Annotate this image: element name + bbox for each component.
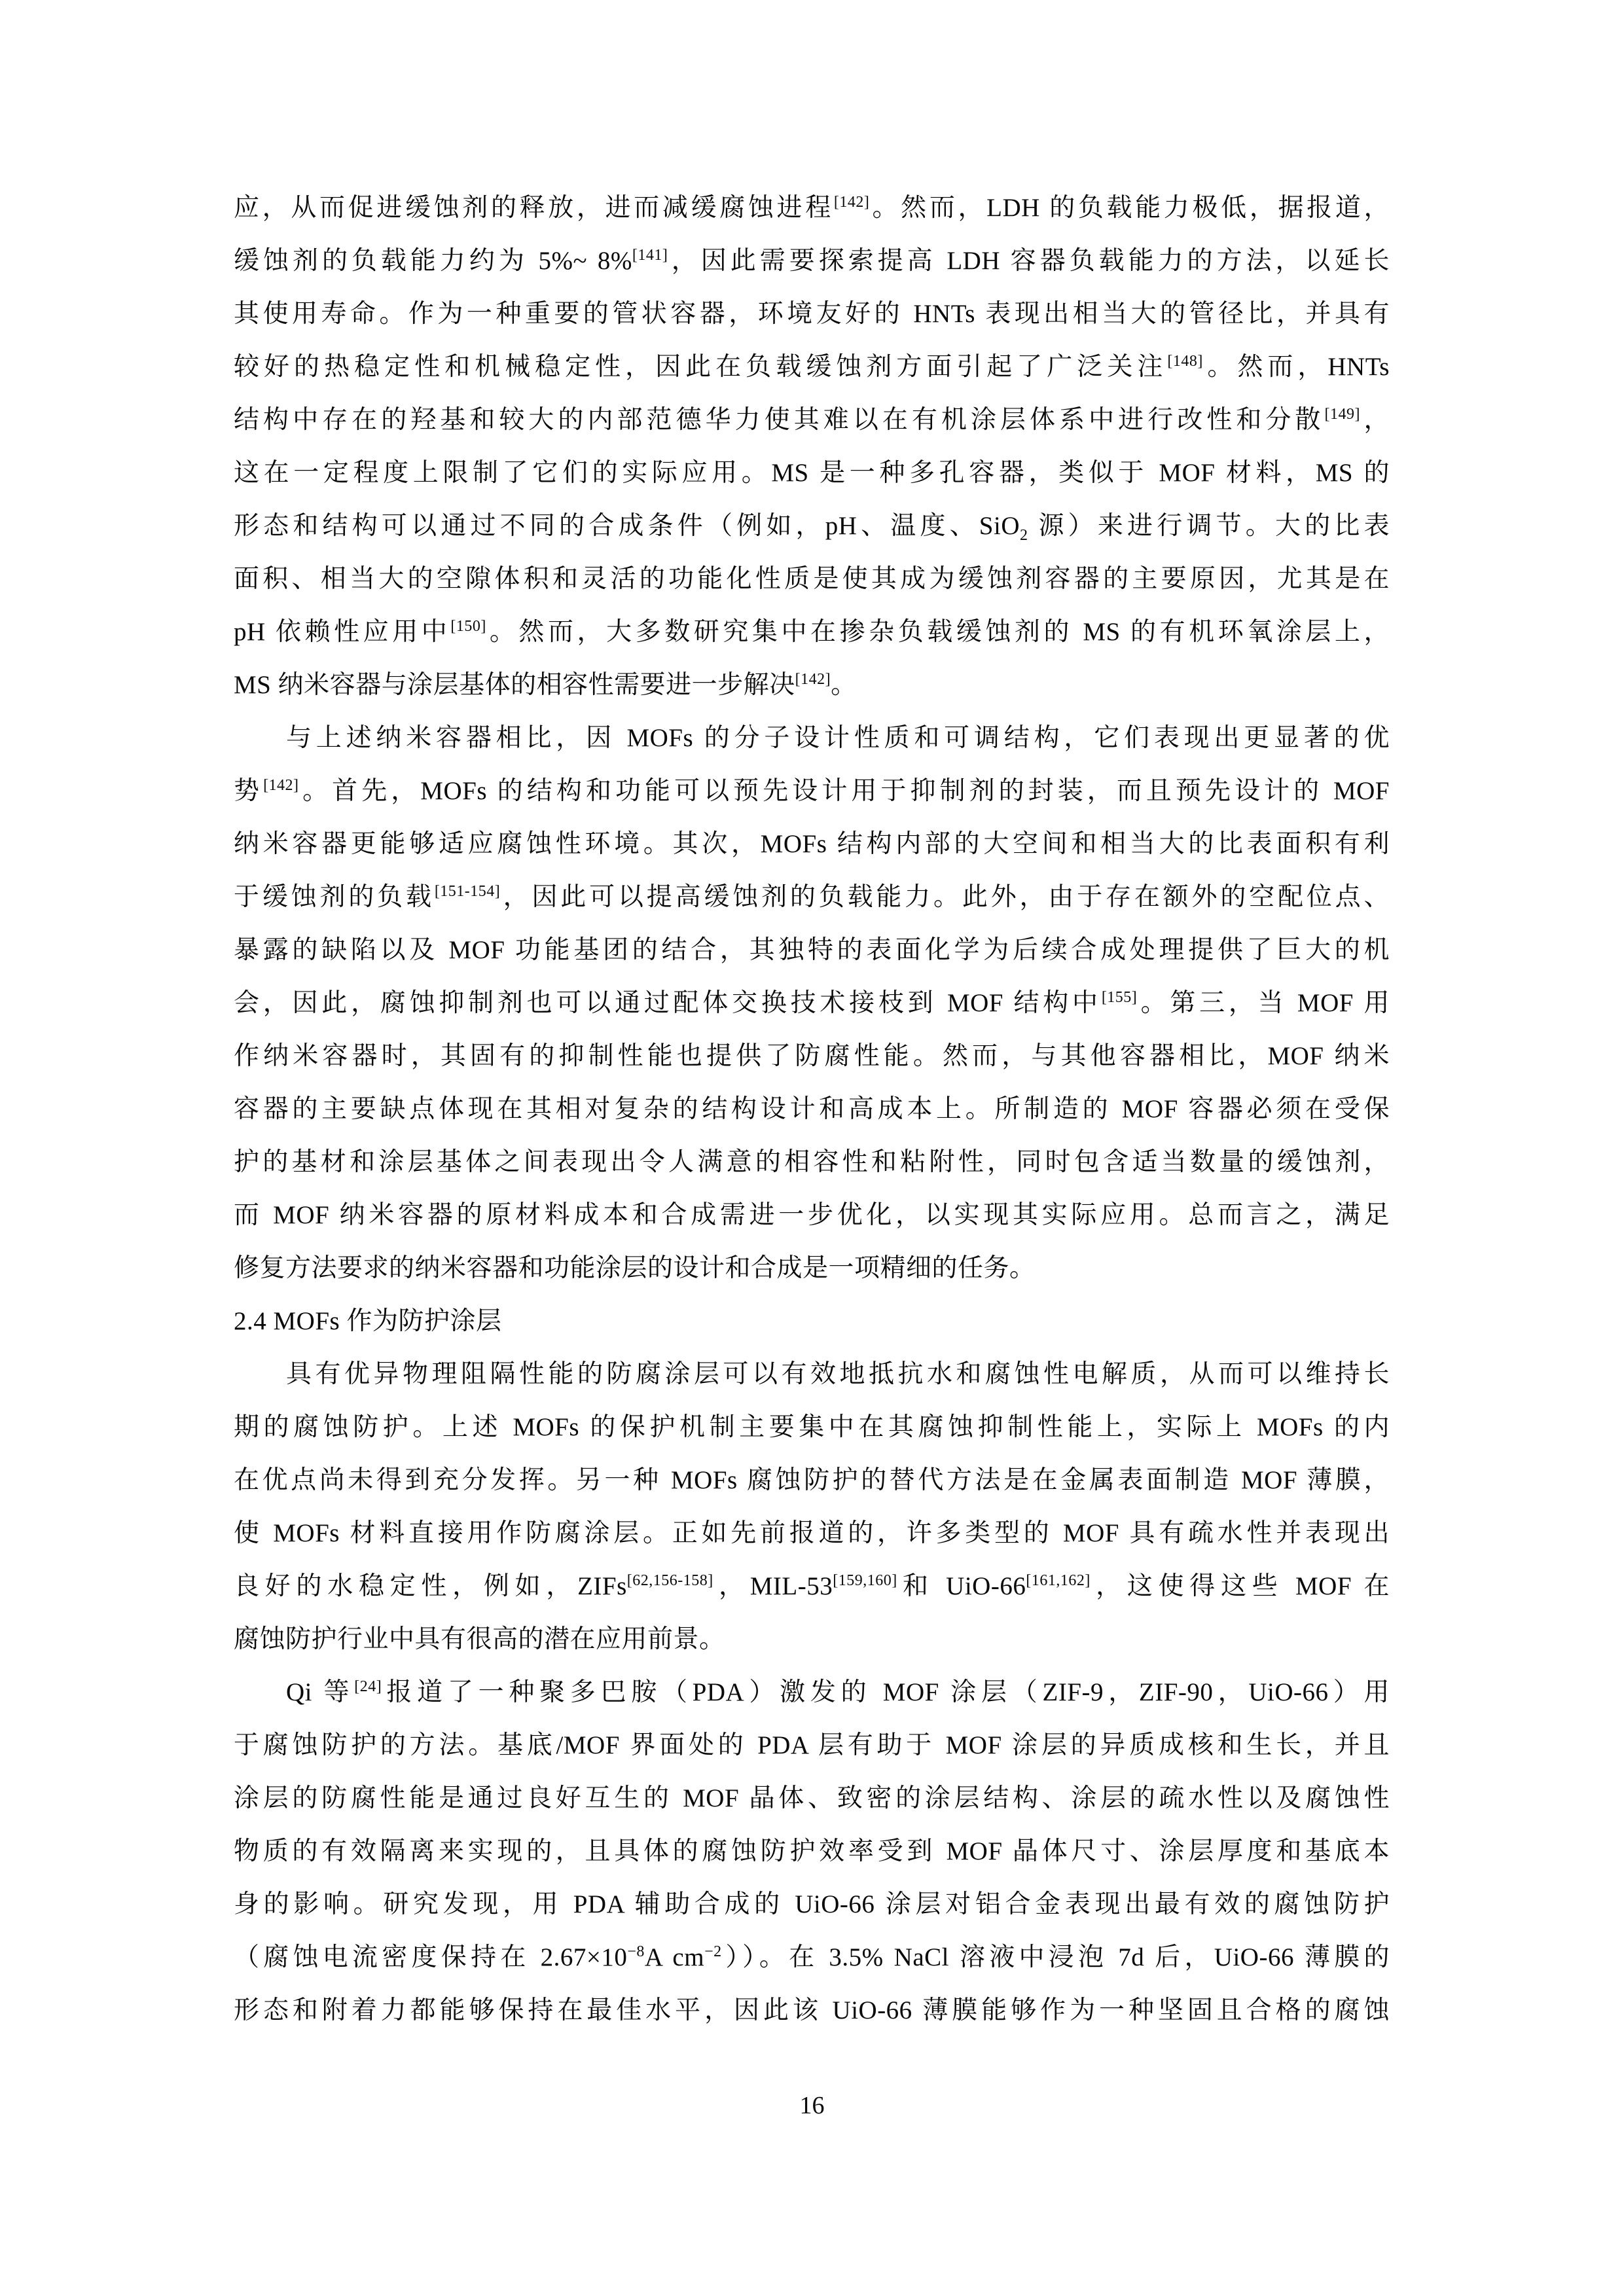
text-line: 涂层的防腐性能是通过良好互生的 MOF 晶体、致密的涂层结构、涂层的疏水性以及腐蚀性 [234, 1784, 1390, 1812]
text-line: 期的腐蚀防护。上述 MOFs 的保护机制主要集中在其腐蚀抑制性能上，实际上 MOFs 的内 [234, 1413, 1390, 1441]
text-line: 于缓蚀剂的负载[151-154]，因此可以提高缓蚀剂的负载能力。此外，由于存在额外的空配位点、 [234, 883, 1390, 911]
text-line: 形态和结构可以通过不同的合成条件（例如，pH、温度、SiO$_2$ 源）来进行调节。大的比表 [234, 512, 1390, 544]
page-number: 16 [799, 2092, 825, 2119]
text-line: 应，从而促进缓蚀剂的释放，进而减缓腐蚀进程[142]。然而，LDH 的负载能力极低，据报道， [234, 194, 1390, 222]
text-line: 护的基材和涂层基体之间表现出令人满意的相容性和粘附性，同时包含适当数量的缓蚀剂， [234, 1148, 1390, 1176]
text-line: 修复方法要求的纳米容器和功能涂层的设计和合成是一项精细的任务。 [234, 1254, 1036, 1282]
text-line: 在优点尚未得到充分发挥。另一种 MOFs 腐蚀防护的替代方法是在金属表面制造 MOF 薄膜， [234, 1466, 1390, 1494]
text-line: 暴露的缺陷以及 MOF 功能基团的结合，其独特的表面化学为后续合成处理提供了巨大的机 [234, 936, 1390, 964]
text-line: 面积、相当大的空隙体积和灵活的功能化性质是使其成为缓蚀剂容器的主要原因，尤其是在 [234, 565, 1390, 593]
text-line: 其使用寿命。作为一种重要的管状容器，环境友好的 HNTs 表现出相当大的管径比，并具有 [234, 300, 1390, 328]
text-line: pH 依赖性应用中[150]。然而，大多数研究集中在掺杂负载缓蚀剂的 MS 的有机环氧涂层上， [234, 618, 1390, 646]
text-line: 较好的热稳定性和机械稳定性，因此在负载缓蚀剂方面引起了广泛关注[148]。然而，HNTs [234, 353, 1390, 381]
text-line: 与上述纳米容器相比，因 MOFs 的分子设计性质和可调结构，它们表现出更显著的优 [286, 724, 1390, 752]
body-text [234, 181, 1390, 2037]
text-line: Qi 等[24]报道了一种聚多巴胺（PDA）激发的 MOF 涂层（ZIF-9，ZIF-90，UiO-66）用 [286, 1678, 1390, 1706]
text-line: 使 MOFs 材料直接用作防腐涂层。正如先前报道的，许多类型的 MOF 具有疏水性并表现出 [234, 1519, 1390, 1547]
text-line: 形态和附着力都能够保持在最佳水平，因此该 UiO-66 薄膜能够作为一种坚固且合格的腐蚀 [234, 1996, 1390, 2024]
text-line: 身的影响。研究发现，用 PDA 辅助合成的 UiO-66 涂层对铝合金表现出最有效的腐蚀防护 [234, 1890, 1390, 1918]
section-heading: 2.4 MOFs 作为防护涂层 [234, 1307, 502, 1335]
text-line: 于腐蚀防护的方法。基底/MOF 界面处的 PDA 层有助于 MOF 涂层的异质成核和生长，并且 [234, 1731, 1390, 1759]
text-line: 结构中存在的羟基和较大的内部范德华力使其难以在有机涂层体系中进行改性和分散[149]， [234, 406, 1390, 434]
text-line: 会，因此，腐蚀抑制剂也可以通过配体交换技术接枝到 MOF 结构中[155]。第三，当 MOF 用 [234, 989, 1390, 1017]
text-line: 作纳米容器时，其固有的抑制性能也提供了防腐性能。然而，与其他容器相比，MOF 纳米 [234, 1042, 1390, 1070]
text-line: 物质的有效隔离来实现的，且具体的腐蚀防护效率受到 MOF 晶体尺寸、涂层厚度和基底本 [234, 1837, 1390, 1865]
text-line: 势[142]。首先，MOFs 的结构和功能可以预先设计用于抑制剂的封装，而且预先设计的 MOF [234, 777, 1390, 805]
text-line: 腐蚀防护行业中具有很高的潜在应用前景。 [234, 1625, 725, 1653]
text-line: 这在一定程度上限制了它们的实际应用。MS 是一种多孔容器，类似于 MOF 材料，MS 的 [234, 459, 1390, 487]
text-line: 缓蚀剂的负载能力约为 5%~ 8%[141]，因此需要探索提高 LDH 容器负载能力的方法，以延长 [234, 247, 1390, 275]
text-line: （腐蚀电流密度保持在 $2.67\times 10^{-8}A$ $cm^{-2}$））。在 3.5% NaCl 溶液中浸泡 7d 后，UiO-66 薄膜的 [234, 1943, 1390, 1971]
text-line: MS 纳米容器与涂层基体的相容性需要进一步解决[142]。 [234, 671, 857, 699]
text-line: 容器的主要缺点体现在其相对复杂的结构设计和高成本上。所制造的 MOF 容器必须在受保 [234, 1095, 1390, 1123]
text-line: 而 MOF 纳米容器的原材料成本和合成需进一步优化，以实现其实际应用。总而言之，满足 [234, 1201, 1390, 1229]
text-line: 良好的水稳定性，例如，ZIFs[62,156-158]，MIL-53[159,160]和 UiO-66[161,162]，这使得这些 MOF 在 [234, 1572, 1390, 1600]
text-line: 纳米容器更能够适应腐蚀性环境。其次，MOFs 结构内部的大空间和相当大的比表面积有利 [234, 830, 1390, 858]
text-line: 具有优异物理阻隔性能的防腐涂层可以有效地抵抗水和腐蚀性电解质，从而可以维持长 [286, 1360, 1390, 1388]
